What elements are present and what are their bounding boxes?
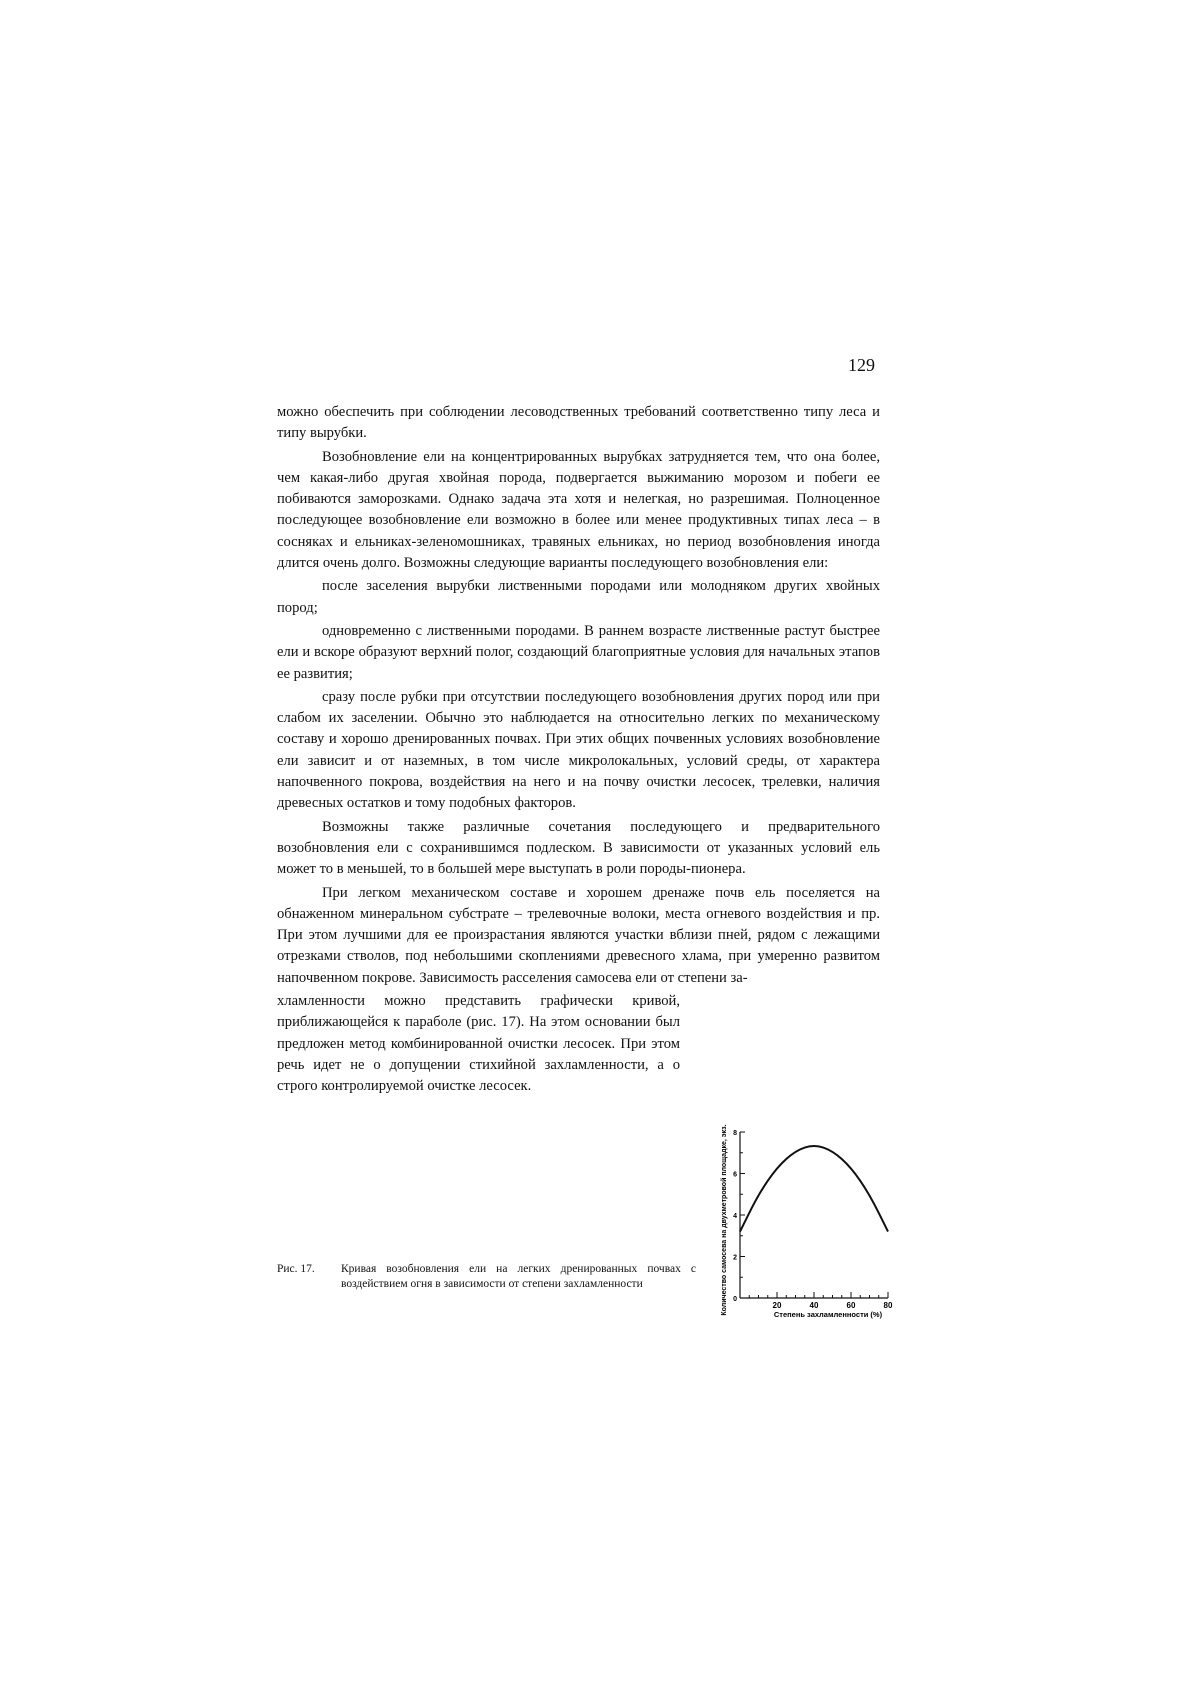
figure-label: Рис. 17. [277,1263,315,1275]
chart [708,1120,898,1320]
series-line [740,1146,888,1232]
x-tick-label: 20 [772,1301,782,1310]
y-tick-label: 2 [733,1254,737,1262]
body-text [277,402,880,1100]
paragraph-wrapped: хламленности можно представить графически кривой, приближающейся к параболе (рис. 17). На этом основании был предложен метод комбинированной очистки лесосек. При этом речь идет не о допущении стихийной захламленности, а о строго контролируемой очистке лесосек. [277,993,680,1095]
paragraph: одновременно с лиственными породами. В раннем возрасте лиственные растут быстрее ели и вскоре образуют верхний полог, создающий благоприятные условия для начальных этапов ее развития; [277,622,880,682]
x-tick-label: 40 [809,1301,819,1310]
page-number: 129 [848,355,875,375]
x-tick-label: 80 [883,1301,893,1310]
figure-caption-text: Кривая возобновления ели на легких дренированных почвах с воздействием огня в зависимости от степени захламленности [341,1263,696,1290]
paragraph: сразу после рубки при отсутствии последующего возобновления других пород или при слабом их заселении. Обычно это наблюдается на относительно легких по механическому составу и хорошо дренированных почвах. При этих общих почвенных условиях возобновление ели зависит и от наземных, в том числе микролокальных, условий среды, от характера напочвенного покрова, воздействия на него и на почву очистки лесосек, трелевки, наличия древесных остатков и тому подобных факторов. [277,688,880,812]
y-axis-label: Количество самосева на двухметровой площадке, экз. [721,1124,728,1316]
y-tick-label: 8 [733,1130,737,1137]
paragraph: Возобновление ели на концентрированных вырубках затрудняется тем, что она более, чем какая-либо другая хвойная порода, подвергается выжиманию морозом и побеги ее побиваются заморозками. Однако задача эта хотя и нелегкая, но разрешимая. Полноценное последующее возобновление ели возможно в более или менее продуктивных типах леса – в сосняках и ельниках-зеленомошниках, травяных ельниках, но период возобновления иногда длится очень долго. Возможны следующие варианты последующего возобновления ели: [277,448,880,572]
figure-17 [708,1120,898,1320]
x-axis-label: Степень захламленности (%) [773,1310,883,1319]
paragraph: после заселения вырубки лиственными породами или молодняком других хвойных пород; [277,578,880,616]
y-tick-label: 6 [733,1171,737,1179]
x-tick-label: 60 [846,1301,856,1310]
paragraph: Возможны также различные сочетания последующего и предварительного возобновления ели с сохранившимся подлеском. В зависимости от указанных условий ель может то в меньшей, то в большей мере выступать в роли породы-пионера. [277,818,880,878]
paragraph: При легком механическом составе и хорошем дренаже почв ель поселяется на обнаженном минеральном субстрате – трелевочные волоки, места огневого воздействия и пр. При этом лучшими для ее произрастания являются участки вблизи пней, рядом с лежащими отрезками стволов, под небольшими скоплениями древесного хлама, при умеренно развитом напочвенном покрове. Зависимость расселения самосева ели от степени за- [277,884,880,986]
y-tick-label: 0 [733,1296,737,1303]
paragraph: можно обеспечить при соблюдении лесоводственных требований соответственно типу леса и типу вырубки. [277,404,880,442]
y-tick-label: 4 [733,1213,737,1220]
